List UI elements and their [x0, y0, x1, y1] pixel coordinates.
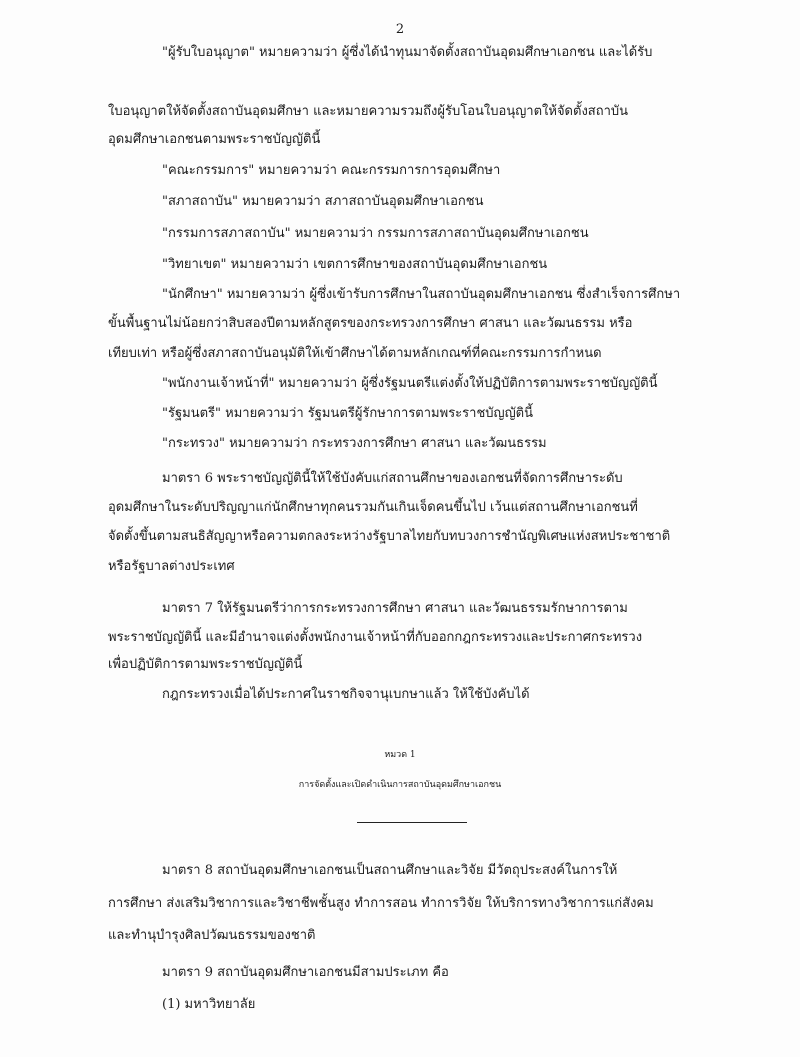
definition-line: "รัฐมนตรี" หมายความว่า รัฐมนตรีผู้รักษาการตามพระราชบัญญัตินี้: [162, 406, 533, 421]
definition-line: "นักศึกษา" หมายความว่า ผู้ซึ่งเข้ารับการศึกษาในสถาบันอุดมศึกษาเอกชน ซึ่งสำเร็จการศึกษา: [162, 287, 681, 302]
section-7-heading: มาตรา 7 ให้รัฐมนตรีว่าการกระทรวงการศึกษา ศาสนา และวัฒนธรรมรักษาการตาม: [162, 601, 628, 616]
text-line: อุดมศึกษาเอกชนตามพระราชบัญญัตินี้: [108, 132, 321, 147]
text-line: "ผู้รับใบอนุญาต" หมายความว่า ผู้ซึ่งได้นำทุนมาจัดตั้งสถาบันอุดมศึกษาเอกชน และได้รับ: [162, 45, 653, 60]
chapter-divider: [357, 822, 467, 823]
definition-line: "วิทยาเขต" หมายความว่า เขตการศึกษาของสถาบันอุดมศึกษาเอกชน: [162, 257, 548, 272]
section-6-heading: มาตรา 6 พระราชบัญญัตินี้ให้ใช้บังคับแก่สถานศึกษาของเอกชนที่จัดการศึกษาระดับ: [162, 471, 623, 486]
text-line: ใบอนุญาตให้จัดตั้งสถาบันอุดมศึกษา และหมายความรวมถึงผู้รับโอนใบอนุญาตให้จัดตั้งสถาบัน: [108, 104, 629, 119]
definition-line: "คณะกรรมการ" หมายความว่า คณะกรรมการการอุดมศึกษา: [162, 163, 501, 178]
text-line: เพื่อปฏิบัติการตามพระราชบัญญัตินี้: [108, 657, 303, 672]
chapter-title: หมวด 1: [384, 750, 416, 760]
text-line: จัดตั้งขึ้นตามสนธิสัญญาหรือความตกลงระหว่างรัฐบาลไทยกับทบวงการชำนัญพิเศษแห่งสหประชาชาติ: [108, 529, 671, 544]
section-8-heading: มาตรา 8 สถาบันอุดมศึกษาเอกชนเป็นสถานศึกษาและวิจัย มีวัตถุประสงค์ในการให้: [162, 863, 618, 878]
text-line: อุดมศึกษาในระดับปริญญาแก่นักศึกษาทุกคนรวมกันเกินเจ็ดคนขึ้นไป เว้นแต่สถานศึกษาเอกชนที่: [108, 500, 638, 515]
text-line: เทียบเท่า หรือผู้ซึ่งสภาสถาบันอนุมัติให้เข้าศึกษาได้ตามหลักเกณฑ์ที่คณะกรรมการกำหนด: [108, 346, 602, 361]
text-line: ขั้นพื้นฐานไม่น้อยกว่าสิบสองปีตามหลักสูตรของกระทรวงการศึกษา ศาสนา และวัฒนธรรม หรือ: [108, 316, 633, 331]
definition-line: "กรรมการสภาสถาบัน" หมายความว่า กรรมการสภาสถาบันอุดมศึกษาเอกชน: [162, 226, 589, 241]
text-line: หรือรัฐบาลต่างประเทศ: [108, 559, 235, 574]
chapter-subtitle: การจัดตั้งและเปิดดำเนินการสถาบันอุดมศึกษาเอกชน: [298, 780, 502, 790]
text-line: พระราชบัญญัตินี้ และมีอำนาจแต่งตั้งพนักงานเจ้าหน้าที่กับออกกฎกระทรวงและประกาศกระทรวง: [108, 630, 643, 645]
section-9-heading: มาตรา 9 สถาบันอุดมศึกษาเอกชนมีสามประเภท คือ: [162, 965, 449, 980]
text-line: การศึกษา ส่งเสริมวิชาการและวิชาชีพชั้นสูง ทำการสอน ทำการวิจัย ให้บริการทางวิชาการแก่สังคม: [108, 896, 654, 911]
text-line: และทำนุบำรุงศิลปวัฒนธรรมของชาติ: [108, 928, 316, 943]
definition-line: "กระทรวง" หมายความว่า กระทรวงการศึกษา ศาสนา และวัฒนธรรม: [162, 436, 547, 451]
page-number: 2: [395, 22, 405, 37]
text-line: กฎกระทรวงเมื่อได้ประกาศในราชกิจจานุเบกษาแล้ว ให้ใช้บังคับได้: [162, 687, 530, 702]
definition-line: "สภาสถาบัน" หมายความว่า สภาสถาบันอุดมศึกษาเอกชน: [162, 194, 484, 209]
definition-line: "พนักงานเจ้าหน้าที่" หมายความว่า ผู้ซึ่งรัฐมนตรีแต่งตั้งให้ปฏิบัติการตามพระราชบัญญัตินี้: [162, 376, 658, 391]
list-item: (1) มหาวิทยาลัย: [162, 997, 256, 1012]
